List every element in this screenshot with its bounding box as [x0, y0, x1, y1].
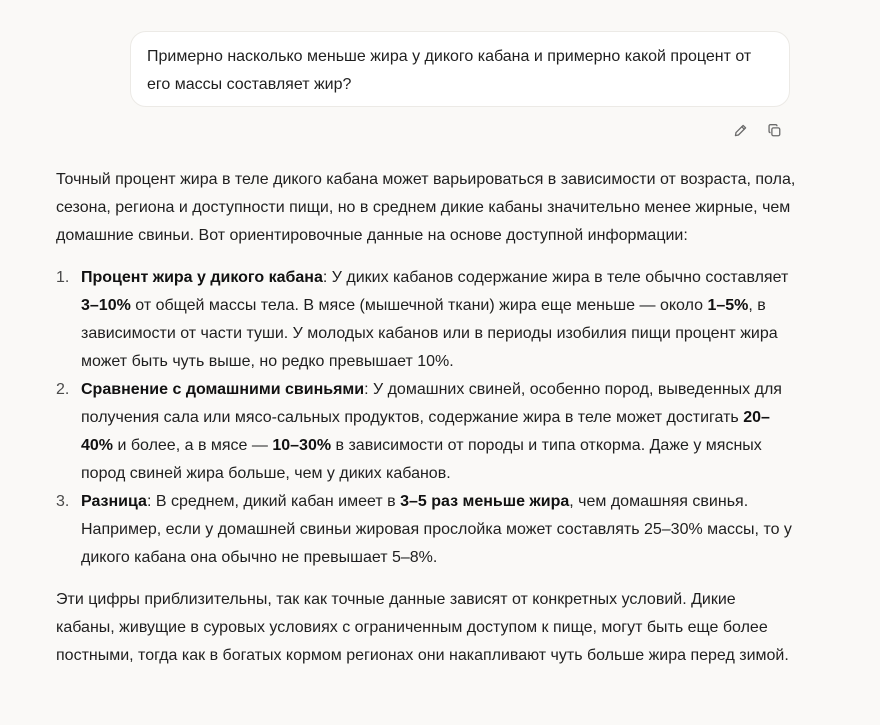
list-item [56, 376, 796, 488]
list-item-text: , в зависимости от части туши. У молодых кабанов или в периоды изобилия пищи процент жира может быть чуть выше, но редко превышает 10%. [81, 297, 778, 370]
copy-icon [767, 123, 782, 143]
answer-outro: Эти цифры приблизительны, так как точные данные зависят от конкретных условий. Дикие кабаны, живущие в суровых условиях с ограниченным доступом к пище, могут быть еще более постными, тогда как в богатых кормом регионах они накапливают чуть больше жира перед зимой. [56, 591, 789, 664]
list-item-text: , чем домашняя свинья. Например, если у домашней свиньи жировая прослойка может составлять 25–30% массы, то у дикого кабана она обычно не превышает 5–8%. [81, 493, 792, 566]
list-item-text: в зависимости от породы и типа откорма. Даже у мясных пород свиней жира больше, чем у диких кабанов. [81, 437, 762, 482]
list-item-title: Разница [81, 493, 147, 510]
list-item-title: Сравнение с домашними свиньями [81, 381, 365, 398]
list-item-text: от общей массы тела. В мясе (мышечной ткани) жира еще меньше — около [130, 297, 708, 314]
list-item-number: 2. [56, 381, 70, 398]
message-actions [728, 122, 786, 144]
edit-message-button[interactable] [728, 122, 752, 144]
list-item [56, 488, 796, 572]
list-item [56, 264, 796, 376]
list-item-text: : У диких кабанов содержание жира в теле обычно составляет [322, 269, 789, 286]
answer-list [56, 264, 796, 572]
list-item-bold: 10–30% [272, 437, 332, 454]
list-item-bold: 20–40% [81, 409, 770, 454]
list-item-text: : В среднем, дикий кабан имеет в [146, 493, 401, 510]
answer-intro: Точный процент жира в теле дикого кабана может варьироваться в зависимости от возраста, пола, сезона, региона и доступности пищи, но в среднем дикие кабаны значительно менее жирные, чем домашние свиньи. Вот ориентировочные данные на основе доступной информации: [56, 171, 796, 244]
list-item-bold: 3–10% [81, 297, 131, 314]
pencil-icon [733, 123, 748, 143]
copy-message-button[interactable] [762, 122, 786, 144]
list-item-number: 1. [56, 269, 70, 286]
list-item-number: 3. [56, 493, 70, 510]
list-item-text: : У домашних свиней, особенно пород, выведенных для получения сала или мясо-сальных продуктов, содержание жира в теле может достигать [81, 381, 782, 426]
list-item-bold: 3–5 раз меньше жира [400, 493, 570, 510]
assistant-answer [56, 166, 796, 670]
list-item-bold: 1–5% [707, 297, 749, 314]
list-item-title: Процент жира у дикого кабана [81, 269, 323, 286]
user-message-bubble [130, 31, 790, 107]
user-message-text: Примерно насколько меньше жира у дикого кабана и примерно какой процент от его массы составляет жир? [147, 48, 752, 93]
list-item-text: и более, а в мясе — [113, 437, 273, 454]
